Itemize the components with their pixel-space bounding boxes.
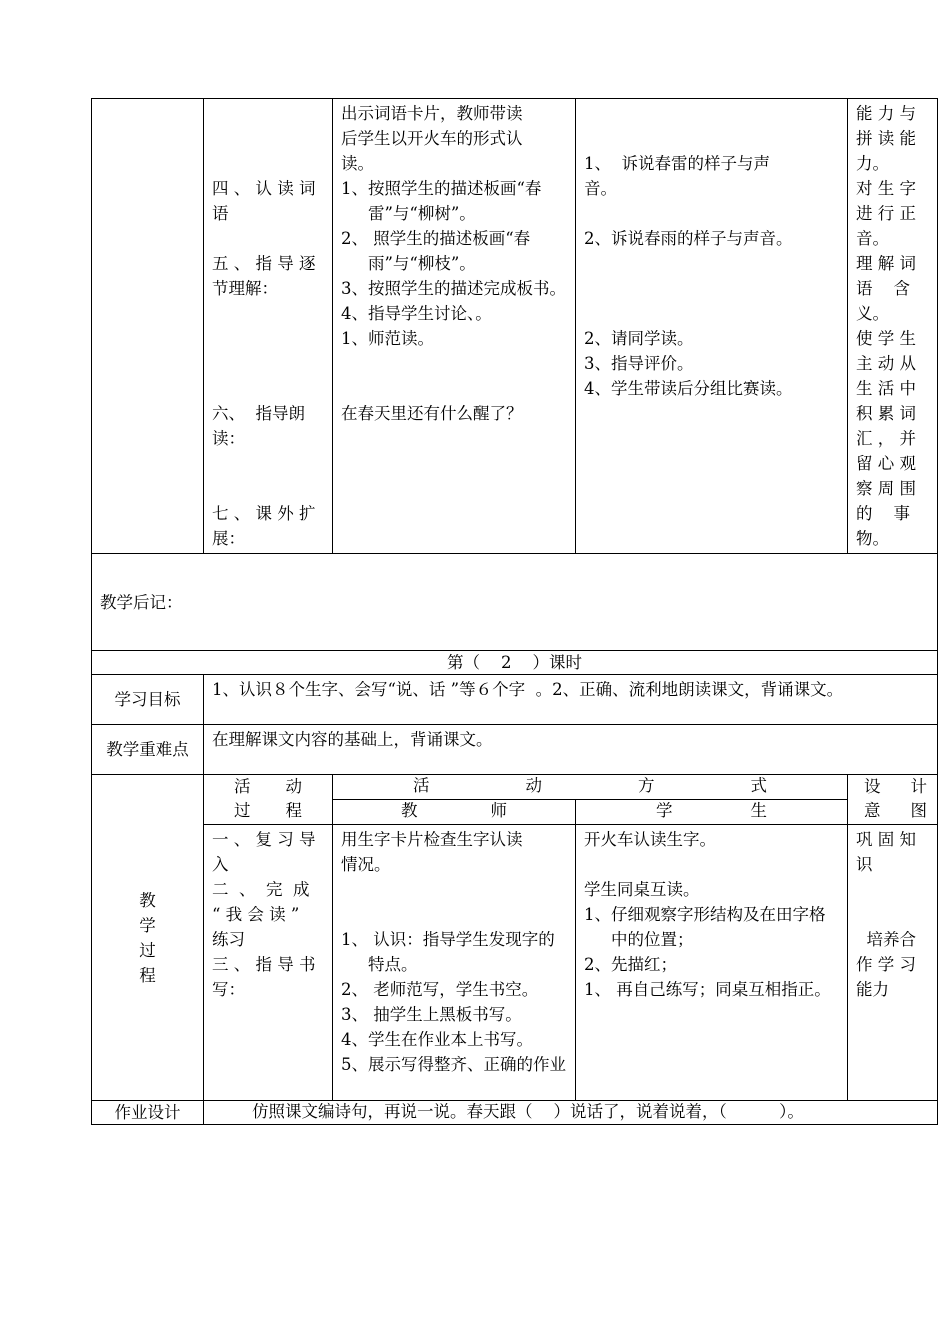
head-design-cell xyxy=(848,775,938,825)
teacher-activity-line xyxy=(341,877,567,902)
process-step-line: 入 xyxy=(212,855,229,874)
head-activity-process-1: 活 xyxy=(234,777,251,796)
design-intent-line: 留 心 观 xyxy=(856,454,916,473)
process-step-line: 五 、 指 导 逐 xyxy=(212,254,316,273)
process-step-line: 七 、 课 外 扩 xyxy=(212,504,316,523)
design-intent-line: 能 力 与 xyxy=(856,104,916,123)
process-step-line xyxy=(212,301,324,326)
lesson-header-row xyxy=(92,651,938,675)
head-activity-method-2: 动 xyxy=(525,776,542,795)
design-intent-line: 力。 xyxy=(856,154,889,173)
design-intent-line: 作 学 习 xyxy=(856,955,916,974)
head-student-2: 生 xyxy=(750,801,767,820)
head-design-2: 计 xyxy=(910,777,927,796)
lesson2-design-cell xyxy=(848,825,938,1101)
teacher-activity-line: 1、按照学生的描述板画“春雷”与“柳树”。 xyxy=(341,179,542,223)
lesson2-process-cell xyxy=(204,825,333,1101)
design-intent-line: 拼 读 能 xyxy=(856,129,916,148)
student-activity-line xyxy=(584,126,839,151)
process-step-line xyxy=(212,476,324,501)
student-activity-line: 开火车认读生字。 xyxy=(584,830,716,849)
teacher-activity-line: 3、 抽学生上黑板书写。 xyxy=(341,1005,522,1024)
design-intent-line: 生 活 中 xyxy=(856,379,916,398)
head-design-4: 图 xyxy=(910,801,927,820)
process-label-char: 教 xyxy=(139,890,156,910)
process-step-line xyxy=(212,101,324,126)
goals-text: 1、认识８个生字、会写“说、话 ”等６个字 。2、正确、流利地朗读课文，背诵课文。 xyxy=(212,680,844,699)
design-intent-line: 对 生 字 xyxy=(856,179,916,198)
homework-text: 仿照课文编诗句，再说一说。春天跟（ ）说话了，说着说着，（ ）。 xyxy=(252,1102,804,1121)
lesson2-teacher-cell xyxy=(333,825,576,1101)
process-step-line: 写： xyxy=(212,980,245,999)
student-activity-line: 4、学生带读后分组比赛读。 xyxy=(584,379,793,398)
head-activity-process-2: 动 xyxy=(285,777,302,796)
teacher-activity-line: 用生字卡片检查生字认读 xyxy=(341,830,523,849)
process-step-line xyxy=(212,376,324,401)
teacher-activity-line: 2、 照学生的描述板画“春雨”与“柳枝”。 xyxy=(341,229,531,273)
process-step-line: 四 、 认 读 词 xyxy=(212,179,316,198)
key-points-label: 教学重难点 xyxy=(106,740,189,759)
goals-row xyxy=(92,675,938,725)
head-design-3: 意 xyxy=(864,801,881,820)
continuation-design-cell xyxy=(848,99,938,554)
design-intent-line: 音。 xyxy=(856,229,889,248)
student-activity-line xyxy=(584,301,839,326)
lesson2-student-cell xyxy=(576,825,848,1101)
teacher-activity-line xyxy=(341,902,567,927)
key-points-text: 在理解课文内容的基础上，背诵课文。 xyxy=(212,730,493,749)
design-intent-line xyxy=(856,877,929,902)
design-intent-line: 主 动 从 xyxy=(856,354,916,373)
design-intent-line: 汇 ， 并 xyxy=(856,429,916,448)
design-intent-line: 语 含 xyxy=(856,279,910,298)
process-step-line: “ 我 会 读 ” xyxy=(212,905,300,924)
homework-label-cell xyxy=(92,1101,204,1125)
goals-label: 学习目标 xyxy=(114,690,181,709)
process-step-line xyxy=(212,226,324,251)
lesson-plan-table xyxy=(91,98,938,1125)
student-activity-line xyxy=(584,276,839,301)
teacher-activity-line: 1、 认识：指导学生发现字的特点。 xyxy=(341,930,555,974)
teacher-activity-line: 4、指导学生讨论、。 xyxy=(341,304,492,323)
process-step-line: 一 、 复 习 导 xyxy=(212,830,316,849)
process-step-line xyxy=(212,151,324,176)
key-points-label-cell xyxy=(92,725,204,775)
teacher-activity-line: 出示词语卡片，教师带读 xyxy=(341,104,523,123)
lesson-header-cell xyxy=(92,651,938,675)
student-activity-line xyxy=(584,852,839,877)
design-intent-line: 使 学 生 xyxy=(856,329,916,348)
key-points-text-cell xyxy=(204,725,938,775)
process-step-line: 二 、 完 成 xyxy=(212,880,310,899)
homework-label: 作业设计 xyxy=(114,1102,181,1122)
head-activity-method-4: 式 xyxy=(750,776,767,795)
process-step-line xyxy=(212,126,324,151)
continuation-row xyxy=(92,99,938,554)
continuation-teacher-cell xyxy=(333,99,576,554)
process-label-char: 学 xyxy=(139,915,156,935)
student-activity-line xyxy=(584,101,839,126)
design-intent-line xyxy=(856,902,929,927)
process-step-line: 六、 指导朗 xyxy=(212,404,305,423)
process-label-char: 过 xyxy=(139,940,156,960)
process-step-line: 三 、 指 导 书 xyxy=(212,955,316,974)
design-intent-line: 察 周 围 xyxy=(856,479,916,498)
afterword-cell xyxy=(92,554,938,651)
head-activity-method-3: 方 xyxy=(638,776,655,795)
student-activity-line xyxy=(584,201,839,226)
head-activity-method-cell xyxy=(333,775,848,800)
student-activity-line: 2、先描红； xyxy=(584,955,677,974)
head-teacher-cell xyxy=(333,800,576,825)
continuation-student-cell xyxy=(576,99,848,554)
teacher-activity-line: 4、学生在作业本上书写。 xyxy=(341,1030,533,1049)
design-intent-line: 能力 xyxy=(856,980,889,999)
continuation-process-cell xyxy=(204,99,333,554)
lesson2-body-row xyxy=(92,825,938,1101)
student-activity-line: 3、指导评价。 xyxy=(584,354,694,373)
lesson-plan-page xyxy=(91,98,937,1125)
goals-label-cell xyxy=(92,675,204,725)
teacher-activity-line xyxy=(341,351,567,376)
lesson-header: 第（ 2 ）课时 xyxy=(447,652,582,672)
design-intent-line: 理 解 词 xyxy=(856,254,916,273)
head-activity-process-4: 程 xyxy=(285,801,302,820)
homework-text-cell xyxy=(204,1101,938,1125)
teacher-activity-line: 5、展示写得整齐、正确的作业 xyxy=(341,1055,566,1074)
continuation-label-cell xyxy=(92,99,204,554)
process-step-line: 节理解： xyxy=(212,279,278,298)
design-intent-line: 进 行 正 xyxy=(856,204,916,223)
design-intent-line: 物。 xyxy=(856,529,889,548)
teacher-activity-line: 情况。 xyxy=(341,855,391,874)
head-student-cell xyxy=(576,800,848,825)
teacher-activity-line xyxy=(341,376,567,401)
design-intent-line: 培养合 xyxy=(856,930,916,949)
student-activity-line: 1、 诉说春雷的样子与声 xyxy=(584,154,770,173)
process-label-cell xyxy=(92,775,204,1101)
student-activity-line xyxy=(584,251,839,276)
design-intent-line: 义。 xyxy=(856,304,889,323)
process-step-line: 语 xyxy=(212,204,229,223)
teacher-activity-line: 1、师范读。 xyxy=(341,329,434,348)
student-activity-line: 2、请同学读。 xyxy=(584,329,694,348)
process-step-line: 展： xyxy=(212,529,245,548)
head-activity-method-1: 活 xyxy=(413,776,430,795)
goals-text-cell xyxy=(204,675,938,725)
head-teacher-1: 教 xyxy=(401,801,418,820)
design-intent-line: 巩 固 知 xyxy=(856,830,916,849)
afterword-label: 教学后记： xyxy=(100,592,183,612)
head-design-1: 设 xyxy=(864,777,881,796)
process-step-line xyxy=(212,351,324,376)
process-step-line xyxy=(212,326,324,351)
process-header-row-1 xyxy=(92,775,938,800)
afterword-row xyxy=(92,554,938,651)
student-activity-line: 音。 xyxy=(584,179,617,198)
teacher-activity-line: 在春天里还有什么醒了？ xyxy=(341,404,523,423)
design-intent-line: 积 累 词 xyxy=(856,404,916,423)
head-activity-process-3: 过 xyxy=(234,801,251,820)
teacher-activity-line: 3、按照学生的描述完成板书。 xyxy=(341,279,566,298)
head-activity-process-cell xyxy=(204,775,333,825)
teacher-activity-line: 2、 老师范写，学生书空。 xyxy=(341,980,539,999)
head-teacher-2: 师 xyxy=(490,801,507,820)
process-step-line: 练习 xyxy=(212,930,245,949)
student-activity-line: 2、诉说春雨的样子与声音。 xyxy=(584,229,793,248)
student-activity-line: 1、 再自己练写；同桌互相指正。 xyxy=(584,980,831,999)
head-student-1: 学 xyxy=(656,801,673,820)
student-activity-line: 学生同桌互读。 xyxy=(584,880,700,899)
process-label-char: 程 xyxy=(139,965,156,985)
process-step-line xyxy=(212,451,324,476)
student-activity-line: 1、仔细观察字形结构及在田字格中的位置； xyxy=(584,905,826,949)
key-points-row xyxy=(92,725,938,775)
homework-row xyxy=(92,1101,938,1125)
process-step-line: 读： xyxy=(212,429,245,448)
design-intent-line: 的 事 xyxy=(856,504,910,523)
teacher-activity-line: 后学生以开火车的形式认 xyxy=(341,129,523,148)
teacher-activity-line: 读。 xyxy=(341,154,374,173)
design-intent-line: 识 xyxy=(856,855,873,874)
